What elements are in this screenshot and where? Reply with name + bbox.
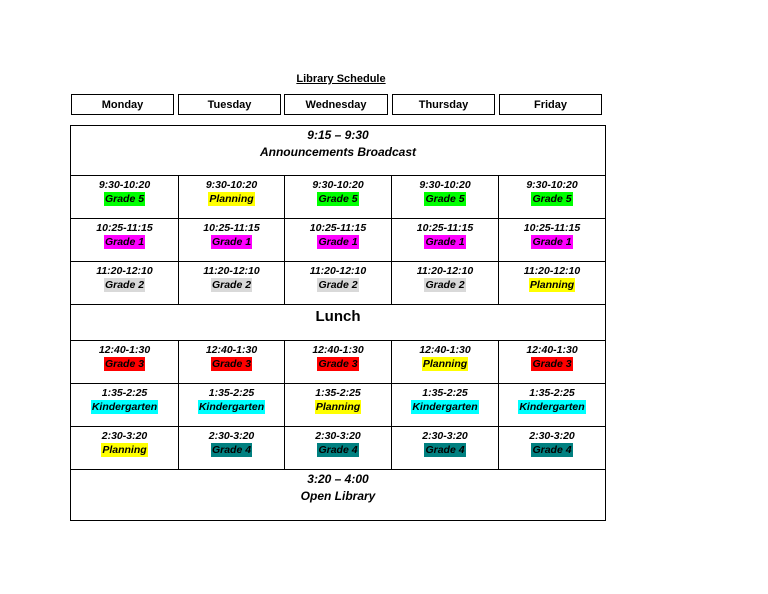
slot-time: 12:40-1:30 — [419, 344, 471, 356]
schedule-cell — [179, 384, 285, 427]
slot-time: 9:30-10:20 — [205, 179, 258, 191]
slot-time: 1:35-2:25 — [529, 387, 575, 399]
slot-time: 12:40-1:30 — [98, 344, 151, 356]
slot-time: 11:20-12:10 — [309, 265, 367, 277]
announcements-label: Announcements Broadcast — [259, 145, 417, 159]
slot-time: 10:25-11:15 — [96, 222, 153, 234]
announcements-cell — [71, 126, 606, 176]
class-label: Grade 1 — [532, 236, 572, 248]
time-slot-row — [71, 262, 606, 305]
slot-time: 1:35-2:25 — [422, 387, 468, 399]
schedule-cell — [179, 219, 285, 262]
schedule-cell — [179, 262, 285, 305]
schedule-cell — [71, 262, 179, 305]
class-label: Grade 1 — [318, 236, 358, 248]
schedule-cell — [392, 219, 499, 262]
time-slot-row — [71, 219, 606, 262]
slot-time: 2:30-3:20 — [529, 430, 575, 442]
slot-time: 10:25-11:15 — [523, 222, 581, 234]
slot-time: 11:20-12:10 — [203, 265, 260, 277]
day-header-thursday: Thursday — [392, 94, 495, 115]
schedule-cell — [71, 384, 179, 427]
schedule-cell — [285, 427, 392, 470]
slot-time: 1:35-2:25 — [101, 387, 148, 399]
slot-time: 11:20-12:10 — [416, 265, 474, 277]
day-header-tuesday: Tuesday — [178, 94, 281, 115]
schedule-cell — [285, 341, 392, 384]
slot-time: 2:30-3:20 — [208, 430, 255, 442]
schedule-cell — [285, 219, 392, 262]
schedule-cell — [71, 427, 179, 470]
morning-rows — [71, 176, 606, 305]
schedule-cell — [499, 262, 606, 305]
class-label: Kindergarten — [198, 401, 265, 413]
class-label: Grade 2 — [425, 279, 465, 291]
class-label: Planning — [315, 401, 361, 413]
slot-time: 2:30-3:20 — [315, 430, 361, 442]
lunch-row — [71, 305, 606, 341]
slot-time: 1:35-2:25 — [315, 387, 361, 399]
slot-time: 9:30-10:20 — [312, 179, 364, 191]
slot-time: 10:25-11:15 — [416, 222, 474, 234]
class-label: Grade 5 — [318, 193, 358, 205]
schedule-cell — [71, 341, 179, 384]
schedule-cell — [285, 262, 392, 305]
time-slot-row — [71, 384, 606, 427]
class-label: Planning — [209, 193, 254, 205]
class-label: Planning — [529, 279, 575, 291]
class-label: Kindergarten — [412, 401, 478, 413]
schedule-cell — [71, 176, 179, 219]
open-library-time: 3:20 – 4:00 — [307, 472, 369, 486]
schedule-cell — [499, 176, 606, 219]
class-label: Grade 4 — [532, 444, 572, 456]
slot-time: 12:40-1:30 — [205, 344, 258, 356]
slot-time: 10:25-11:15 — [309, 222, 367, 234]
class-label: Grade 5 — [532, 193, 572, 205]
schedule-cell — [392, 384, 499, 427]
slot-time: 11:20-12:10 — [523, 265, 581, 277]
schedule-cell — [499, 219, 606, 262]
schedule-cell — [71, 219, 179, 262]
schedule-cell — [499, 341, 606, 384]
day-header-friday: Friday — [499, 94, 602, 115]
schedule-cell — [392, 176, 499, 219]
schedule-cell — [392, 341, 499, 384]
schedule-cell — [179, 427, 285, 470]
class-label: Kindergarten — [91, 401, 158, 413]
schedule-table — [70, 125, 606, 521]
schedule-cell — [499, 384, 606, 427]
open-library-row — [71, 470, 606, 521]
time-slot-row — [71, 341, 606, 384]
announcements-time: 9:15 – 9:30 — [307, 128, 369, 142]
class-label: Grade 1 — [425, 236, 465, 248]
schedule-cell — [285, 176, 392, 219]
class-label: Grade 3 — [104, 358, 145, 370]
announcements-row — [71, 126, 606, 176]
open-library-label: Open Library — [300, 489, 376, 503]
schedule-cell — [179, 176, 285, 219]
class-label: Kindergarten — [519, 401, 585, 413]
day-header-monday: Monday — [71, 94, 174, 115]
slot-time: 12:40-1:30 — [526, 344, 578, 356]
slot-time: 9:30-10:20 — [419, 179, 471, 191]
class-label: Grade 4 — [425, 444, 465, 456]
schedule-cell — [392, 262, 499, 305]
lunch-cell: Lunch — [71, 305, 606, 341]
class-label: Grade 5 — [425, 193, 465, 205]
slot-time: 12:40-1:30 — [312, 344, 364, 356]
class-label: Grade 2 — [211, 279, 252, 291]
open-library-cell — [71, 470, 606, 521]
class-label: Grade 2 — [104, 279, 145, 291]
class-label: Grade 4 — [318, 444, 358, 456]
afternoon-rows — [71, 341, 606, 470]
class-label: Planning — [422, 358, 468, 370]
class-label: Planning — [102, 444, 147, 456]
slot-time: 9:30-10:20 — [98, 179, 151, 191]
class-label: Grade 3 — [211, 358, 252, 370]
time-slot-row — [71, 427, 606, 470]
class-label: Grade 1 — [104, 236, 145, 248]
class-label: Grade 2 — [318, 279, 358, 291]
class-label: Grade 3 — [318, 358, 358, 370]
schedule-cell — [179, 341, 285, 384]
slot-time: 1:35-2:25 — [208, 387, 255, 399]
slot-time: 10:25-11:15 — [203, 222, 260, 234]
class-label: Grade 5 — [104, 193, 145, 205]
schedule-cell — [392, 427, 499, 470]
slot-time: 11:20-12:10 — [96, 265, 153, 277]
class-label: Grade 4 — [211, 444, 252, 456]
slot-time: 2:30-3:20 — [422, 430, 468, 442]
class-label: Grade 1 — [211, 236, 252, 248]
schedule-cell — [285, 384, 392, 427]
time-slot-row — [71, 176, 606, 219]
slot-time: 2:30-3:20 — [101, 430, 148, 442]
day-header-wednesday: Wednesday — [284, 94, 388, 115]
slot-time: 9:30-10:20 — [526, 179, 578, 191]
class-label: Grade 3 — [532, 358, 572, 370]
page-title: Library Schedule — [296, 73, 386, 85]
schedule-cell — [499, 427, 606, 470]
